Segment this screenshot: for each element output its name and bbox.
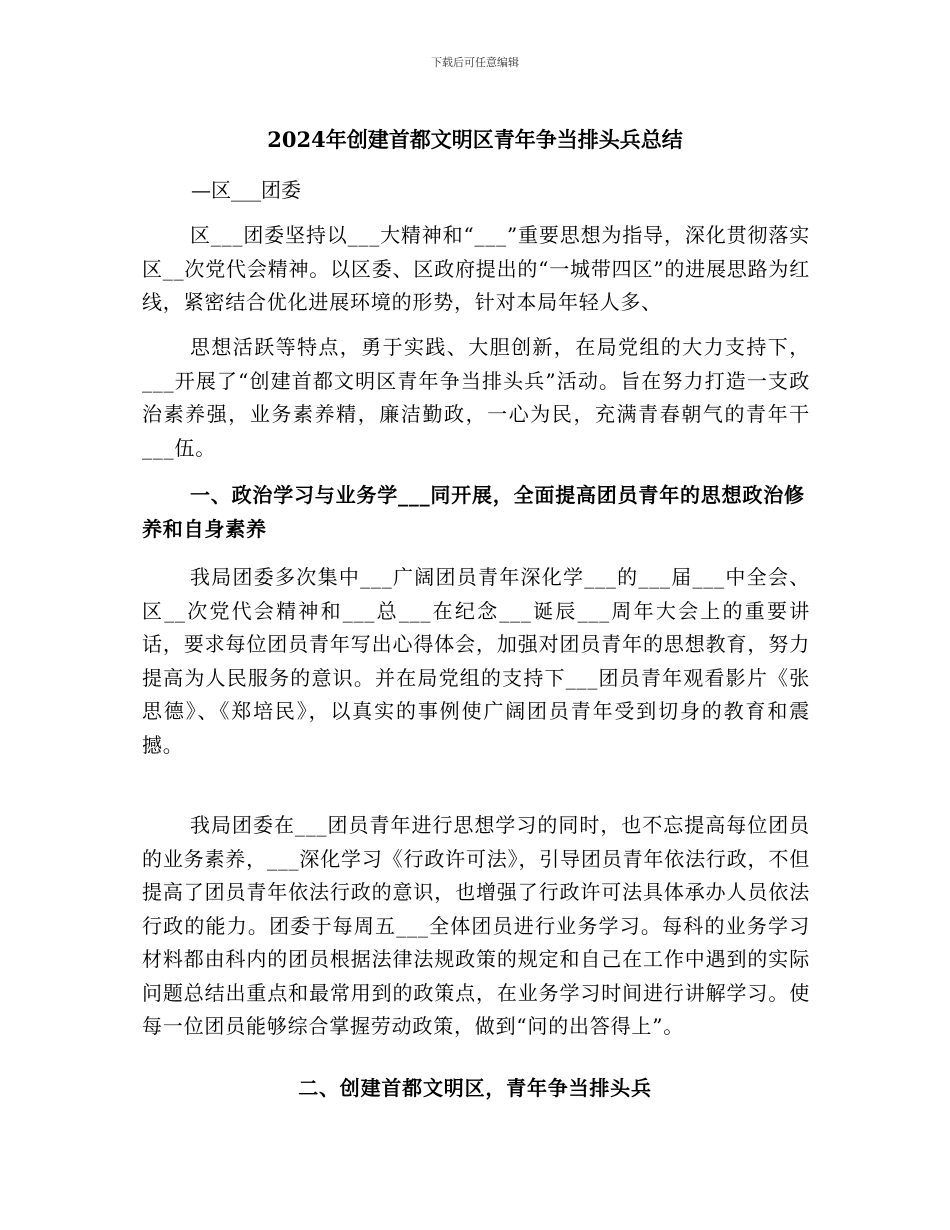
paragraph-business-study: 我局团委在___团员青年进行思想学习的同时，也不忘提高每位团员的业务素养，___深化学习《行政许可法》，引导团员青年依法行政，不但提高了团员青年依法行政的意识，也增强了行政许可法具体承办人员依法行政的能力。团委于每周五___全体团员进行业务学习。每科的业务学习材料都由科内的团员根据法律法规政策的规定和自己在工作中遇到的实际问题总结出重点和最常用到的政策点，在业务学习时间进行讲解学习。使每一位团员能够综合掌握劳动政策，做到“问的出答得上”。: [142, 813, 810, 1038]
document-author: —区___团委: [191, 178, 301, 202]
section-heading-2: 二、创建首都文明区，青年争当排头兵: [298, 1076, 652, 1100]
document-title: 2024年创建首都文明区青年争当排头兵总结: [267, 127, 683, 152]
paragraph-political-study: 我局团委多次集中___广阔团员青年深化学___的___届___中全会、区__次党代会精神和___总___在纪念___诞辰___周年大会上的重要讲话，要求每位团员青年写出心得体会，加强对团员青年的思想教育，努力提高为人民服务的意识。并在局党组的支持下___团员青年观看影片《张思德》、《郑培民》，以真实的事例使广阔团员青年受到切身的教育和震撼。: [142, 565, 810, 757]
section-heading-1: 一、政治学习与业务学___同开展，全面提高团员青年的思想政治修养和自身素养: [142, 483, 805, 541]
page-header-note: 下载后可任意编辑: [431, 56, 519, 69]
paragraph-activity: 思想活跃等特点，勇于实践、大胆创新，在局党组的大力支持下，___开展了“创建首都文明区青年争当排头兵”活动。旨在努力打造一支政治素养强，业务素养精，廉洁勤政，一心为民，充满青春朝气的青年干___伍。: [142, 335, 810, 460]
paragraph-intro: 区___团委坚持以___大精神和“___”重要思想为指导，深化贯彻落实区__次党代会精神。以区委、区政府提出的“一城带四区”的进展思路为红线，紧密结合优化进展环境的形势，针对本局年轻人多、: [142, 223, 810, 314]
